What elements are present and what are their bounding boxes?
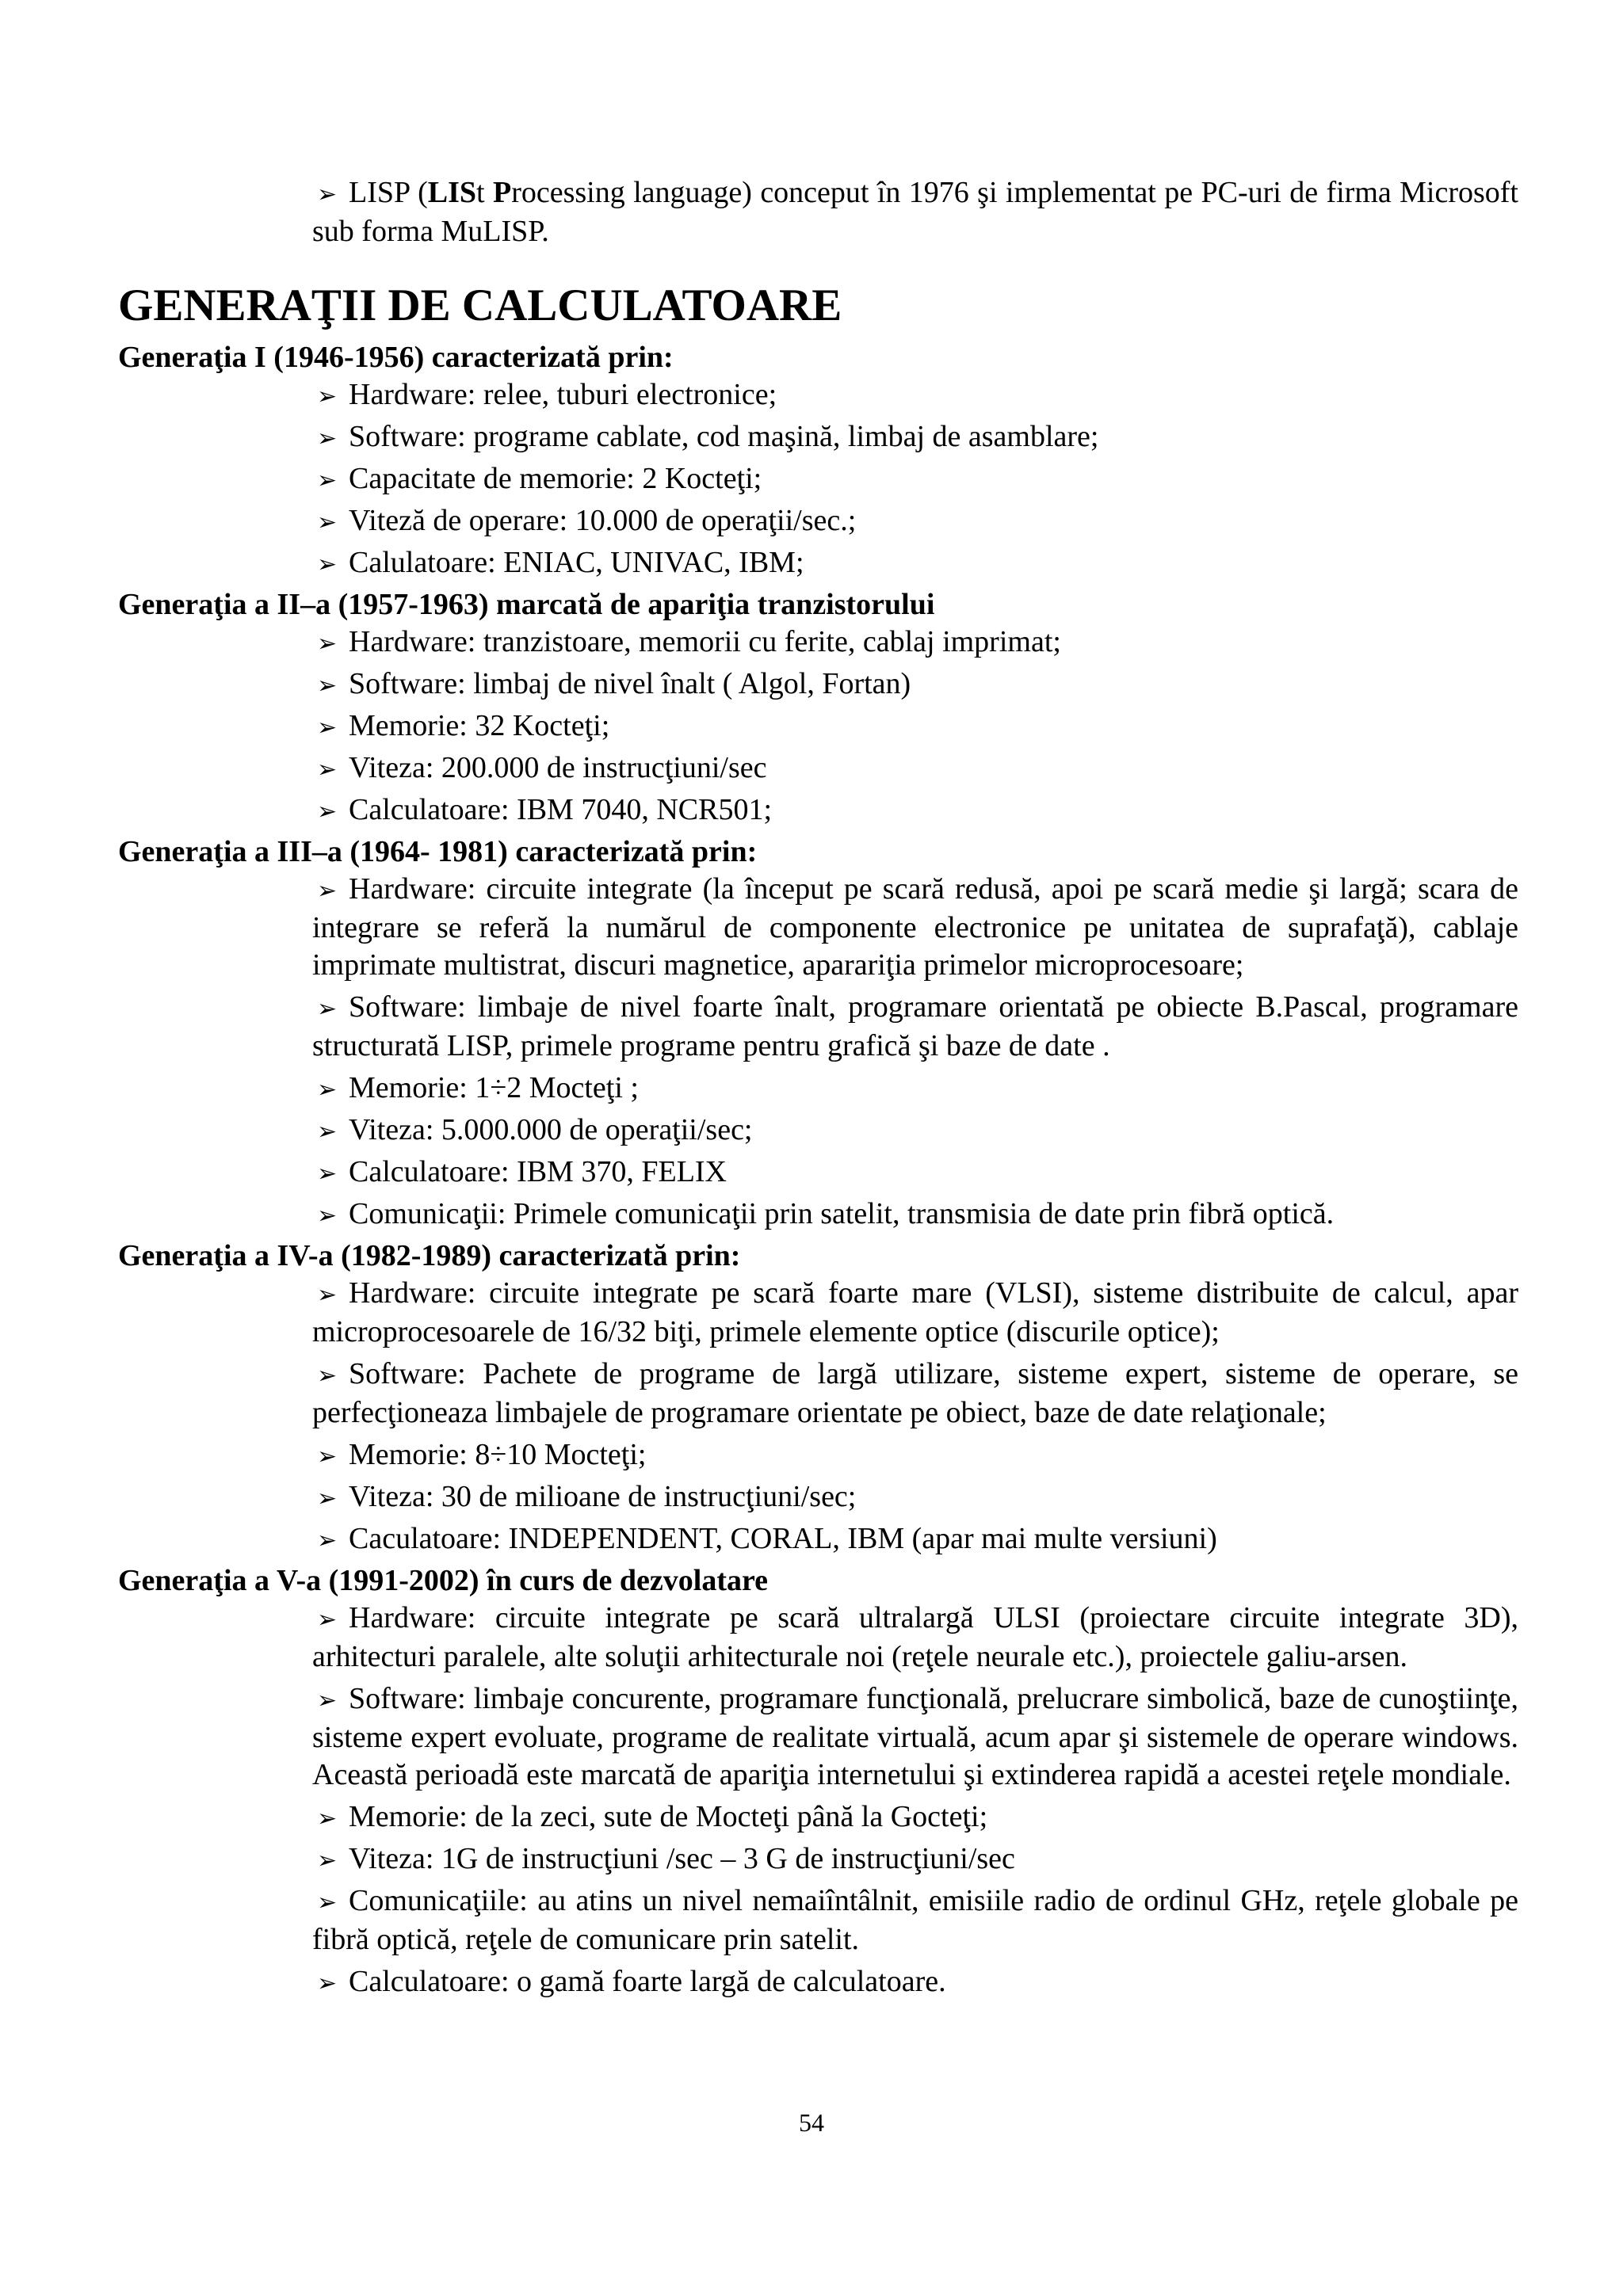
list-item-text: Calculatoare: o gamă foarte largă de calculatoare.	[349, 1965, 946, 1998]
list-item	[312, 871, 1518, 984]
list-item-text: Hardware: circuite integrate pe scară ultralargă ULSI (proiectare circuite integrate 3D), arhitecturi paralele, alte soluţii arhitecturale noi (reţele neurale etc.), proiectele galiu-arsen.	[312, 1601, 1518, 1673]
intro-text-mid: t	[476, 176, 493, 209]
list-item-text: Software: limbaje de nivel foarte înalt, programare orientată pe obiecte B.Pascal, programare structurată LISP, primele programe pentru grafică şi baze de date .	[312, 990, 1518, 1062]
list-item	[312, 749, 1518, 788]
arrow-bullet-icon: ➢	[317, 672, 338, 700]
list-item-text: Software: limbaje concurente, programare funcţională, prelucrare simbolică, baze de cunoştiinţe, sisteme expert evoluate, programe de realitate virtuală, acum apar şi sistemele de operare windows. Această perioadă este marcată de apariţia internetului şi extinderea rapidă a acestei reţele mondiale.	[312, 1682, 1518, 1791]
arrow-bullet-icon: ➢	[317, 995, 338, 1023]
page-number: 54	[799, 2108, 824, 2137]
list-item	[312, 1798, 1518, 1837]
list-item	[312, 460, 1518, 499]
arrow-bullet-icon: ➢	[317, 1160, 338, 1188]
arrow-bullet-icon: ➢	[317, 467, 338, 494]
list-item	[312, 989, 1518, 1065]
intro-text-post: rocessing language) conceput în 1976 şi implementat pe PC-uri de firma Microsoft sub forma MuLISP.	[312, 176, 1518, 248]
list-item-text: Memorie: 32 Kocteţi;	[349, 709, 610, 742]
list-item-text: Software: programe cablate, cod maşină, limbaj de asamblare;	[349, 420, 1099, 453]
list-item	[312, 1275, 1518, 1351]
list-item	[312, 1520, 1518, 1559]
intro-paragraph	[312, 174, 1518, 250]
generation-items	[118, 1600, 1518, 2002]
list-item	[312, 418, 1518, 457]
list-item	[312, 376, 1518, 415]
arrow-bullet-icon: ➢	[317, 1527, 338, 1554]
list-item	[312, 1154, 1518, 1192]
arrow-bullet-icon: ➢	[317, 1485, 338, 1512]
generation-items	[118, 376, 1518, 583]
arrow-bullet-icon: ➢	[317, 1970, 338, 1997]
list-item	[312, 1600, 1518, 1676]
generation-heading: Generaţia a V-a (1991-2002) în curs de dezvolatare	[118, 1564, 769, 1597]
list-item-text: Capacitate de memorie: 2 Kocteţi;	[349, 462, 762, 495]
list-item	[312, 1478, 1518, 1517]
list-item	[312, 1070, 1518, 1108]
arrow-bullet-icon: ➢	[317, 1202, 338, 1230]
list-item-text: Comunicaţii: Primele comunicaţii prin satelit, transmisia de date prin fibră optică.	[349, 1197, 1335, 1230]
list-item	[312, 624, 1518, 662]
list-item	[312, 1436, 1518, 1475]
list-item-text: Memorie: 8÷10 Mocteţi;	[349, 1438, 647, 1471]
list-item	[312, 791, 1518, 830]
generation-items	[118, 1275, 1518, 1559]
list-item-text: Viteză de operare: 10.000 de operaţii/sec.;	[349, 504, 857, 537]
list-item-text: Comunicaţiile: au atins un nivel nemaiîntâlnit, emisiile radio de ordinul GHz, reţele globale pe fibră optică, reţele de comunicare prin satelit.	[312, 1884, 1518, 1956]
generation-heading: Generaţia a III–a (1964- 1981) caracterizată prin:	[118, 835, 758, 868]
intro-bold-p: P	[493, 176, 512, 209]
arrow-bullet-icon: ➢	[317, 551, 338, 578]
list-item-text: Viteza: 30 de milioane de instrucţiuni/sec;	[349, 1480, 857, 1513]
arrow-bullet-icon: ➢	[317, 1362, 338, 1390]
intro-text-pre: LISP (	[349, 176, 428, 209]
list-item-text: Viteza: 5.000.000 de operaţii/sec;	[349, 1113, 753, 1146]
list-item	[312, 1882, 1518, 1958]
list-item	[312, 1840, 1518, 1879]
arrow-bullet-icon: ➢	[317, 1606, 338, 1634]
list-item	[312, 544, 1518, 583]
list-item-text: Hardware: circuite integrate (la început pe scară redusă, apoi pe scară medie şi largă; scara de integrare se referă la numărul de componente electronice pe unitatea de suprafaţă), cablaje imprimate multistrat, discuri magnetice, aparariţia primelor microprocesoare;	[312, 872, 1518, 982]
list-item-text: Calulatoare: ENIAC, UNIVAC, IBM;	[349, 546, 804, 579]
generation-items	[118, 624, 1518, 830]
generation-heading: Generaţia a IV-a (1982-1989) caracterizată prin:	[118, 1239, 741, 1272]
list-item	[312, 707, 1518, 746]
arrow-bullet-icon: ➢	[317, 1281, 338, 1309]
arrow-bullet-icon: ➢	[317, 1847, 338, 1875]
arrow-bullet-icon: ➢	[317, 630, 338, 658]
generation-items	[118, 871, 1518, 1234]
arrow-bullet-icon: ➢	[317, 1443, 338, 1470]
arrow-bullet-icon: ➢	[317, 1118, 338, 1146]
arrow-bullet-icon: ➢	[317, 1889, 338, 1917]
intro-bold-lis: LIS	[427, 176, 477, 209]
list-item	[312, 1112, 1518, 1150]
list-item-text: Memorie: 1÷2 Mocteţi ;	[349, 1071, 639, 1104]
generation-heading: Generaţia I (1946-1956) caracterizată prin:	[118, 341, 674, 374]
list-item	[312, 1196, 1518, 1234]
arrow-bullet-icon: ➢	[317, 714, 338, 742]
arrow-bullet-icon: ➢	[317, 425, 338, 452]
section-title: GENERAŢII DE CALCULATOARE	[118, 280, 842, 330]
arrow-bullet-icon: ➢	[317, 1687, 338, 1714]
list-item-text: Caculatoare: INDEPENDENT, CORAL, IBM (apar mai multe versiuni)	[349, 1522, 1217, 1555]
list-item	[312, 1356, 1518, 1432]
list-item-text: Hardware: relee, tuburi electronice;	[349, 378, 777, 411]
arrow-bullet-icon: ➢	[317, 509, 338, 536]
arrow-bullet-icon: ➢	[317, 756, 338, 784]
list-item-text: Calculatoare: IBM 7040, NCR501;	[349, 793, 773, 826]
list-item-text: Calculatoare: IBM 370, FELIX	[349, 1155, 727, 1188]
list-item-text: Software: limbaj de nivel înalt ( Algol, Fortan)	[349, 667, 911, 700]
list-item	[312, 502, 1518, 541]
list-item	[312, 1680, 1518, 1794]
list-item-text: Viteza: 200.000 de instrucţiuni/sec	[349, 751, 767, 784]
arrow-bullet-icon: ➢	[317, 1805, 338, 1833]
arrow-bullet-icon: ➢	[317, 1076, 338, 1104]
arrow-bullet-icon: ➢	[317, 798, 338, 826]
list-item-text: Hardware: tranzistoare, memorii cu ferite, cablaj imprimat;	[349, 625, 1061, 658]
list-item-text: Hardware: circuite integrate pe scară foarte mare (VLSI), sisteme distribuite de calcul, apar microprocesoarele de 16/32 biţi, primele elemente optice (discurile optice);	[312, 1276, 1518, 1348]
list-item	[312, 1963, 1518, 2002]
generation-heading: Generaţia a II–a (1957-1963) marcată de apariţia tranzistorului	[118, 588, 935, 621]
list-item-text: Software: Pachete de programe de largă utilizare, sisteme expert, sisteme de operare, se perfecţioneaza limbajele de programare orientate pe obiect, baze de date relaţionale;	[312, 1357, 1518, 1429]
arrow-bullet-icon: ➢	[317, 181, 338, 208]
arrow-bullet-icon: ➢	[317, 383, 338, 410]
list-item-text: Viteza: 1G de instrucţiuni /sec – 3 G de instrucţiuni/sec	[349, 1842, 1015, 1875]
arrow-bullet-icon: ➢	[317, 877, 338, 905]
list-item	[312, 666, 1518, 704]
generations-list	[118, 339, 1518, 2005]
list-item-text: Memorie: de la zeci, sute de Mocteţi până la Gocteţi;	[349, 1800, 988, 1833]
